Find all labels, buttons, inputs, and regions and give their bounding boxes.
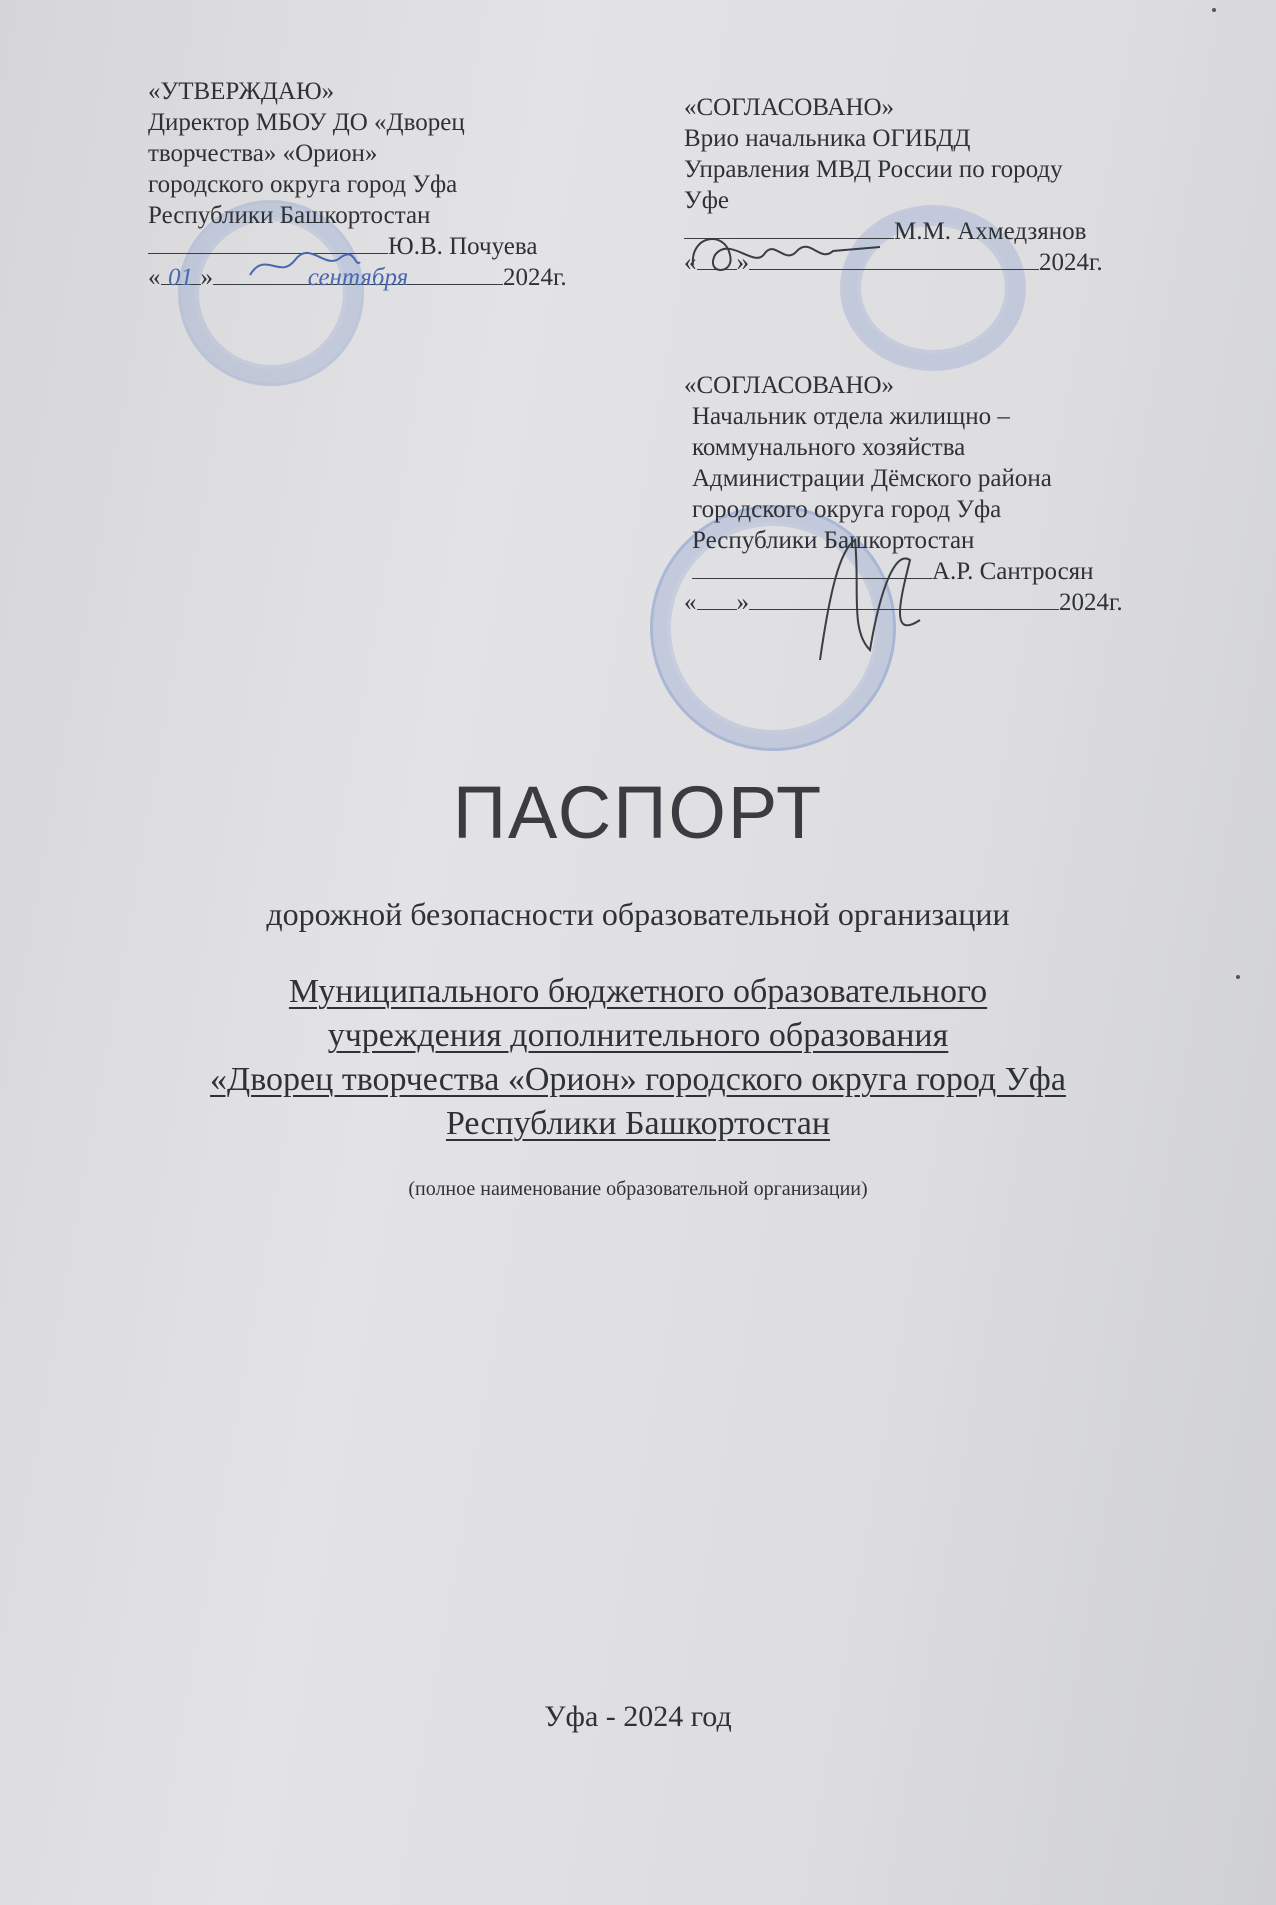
agreement-line: городского округа город Уфа bbox=[692, 496, 1002, 523]
agreement-year: 2024г. bbox=[1059, 589, 1123, 616]
agreement-year: 2024г. bbox=[1039, 249, 1103, 276]
agreement-date-row: « » 2024г. bbox=[684, 589, 1123, 616]
organization-name-line bbox=[100, 970, 1176, 1014]
organization-name-text: учреждения дополнительного образования bbox=[327, 1017, 949, 1054]
agreement-signer: А.Р. Сантросян bbox=[932, 558, 1094, 585]
organization-name-line bbox=[100, 1102, 1176, 1146]
organization-name-text: Муниципального бюджетного образовательного bbox=[288, 973, 988, 1010]
approval-year: 2024г. bbox=[503, 264, 567, 291]
organization-name bbox=[100, 970, 1176, 1146]
document-subtitle: дорожной безопасности образовательной организации bbox=[266, 896, 1010, 932]
organization-name-line bbox=[100, 1058, 1176, 1102]
agreement-line: Администрации Дёмского района bbox=[692, 465, 1052, 492]
organization-name-text: Республики Башкортостан bbox=[445, 1105, 831, 1142]
agreement-heading: «СОГЛАСОВАНО» bbox=[684, 94, 895, 121]
date-month-handwritten: сентября bbox=[307, 264, 409, 291]
date-day-field bbox=[161, 262, 201, 291]
agreement-line: Начальник отдела жилищно – bbox=[692, 403, 1010, 430]
approval-line: городского округа город Уфа bbox=[148, 171, 458, 198]
signature-scribble-bottom-right bbox=[800, 530, 940, 670]
organization-name-line bbox=[100, 1014, 1176, 1058]
agreement-date-row: « » 2024г. bbox=[684, 249, 1103, 276]
approval-date-row: « 01 » сентября 2024г. bbox=[148, 264, 567, 291]
signature-scribble-top-right bbox=[685, 225, 885, 285]
approval-line: Директор МБОУ ДО «Дворец bbox=[148, 109, 465, 136]
approval-line: творчества» «Орион» bbox=[148, 140, 378, 167]
signature-scribble-left bbox=[245, 240, 365, 290]
date-day-field bbox=[697, 587, 737, 610]
agreement-heading: «СОГЛАСОВАНО» bbox=[684, 372, 895, 399]
document-footer-place-year: Уфа - 2024 год bbox=[544, 1700, 732, 1733]
approval-signer: Ю.В. Почуева bbox=[388, 233, 538, 260]
agreement-line: Республики Башкортостан bbox=[692, 527, 975, 554]
agreement-line: Управления МВД России по городу bbox=[684, 156, 1063, 183]
paper-speck bbox=[1236, 975, 1240, 979]
approval-line: Республики Башкортостан bbox=[148, 202, 431, 229]
paper-speck bbox=[1212, 8, 1216, 12]
date-day-handwritten: 01 bbox=[168, 264, 193, 291]
document-title: ПАСПОРТ bbox=[452, 771, 824, 854]
agreement-line: Уфе bbox=[684, 187, 729, 214]
approval-heading: «УТВЕРЖДАЮ» bbox=[148, 78, 335, 105]
agreement-line: Врио начальника ОГИБДД bbox=[684, 125, 971, 152]
agreement-line: коммунального хозяйства bbox=[692, 434, 966, 461]
organization-name-caption: (полное наименование образовательной организации) bbox=[408, 1178, 868, 1200]
organization-name-text: «Дворец творчества «Орион» городского округа город Уфа bbox=[210, 1061, 1066, 1098]
agreement-signer: М.М. Ахмедзянов bbox=[894, 218, 1087, 245]
